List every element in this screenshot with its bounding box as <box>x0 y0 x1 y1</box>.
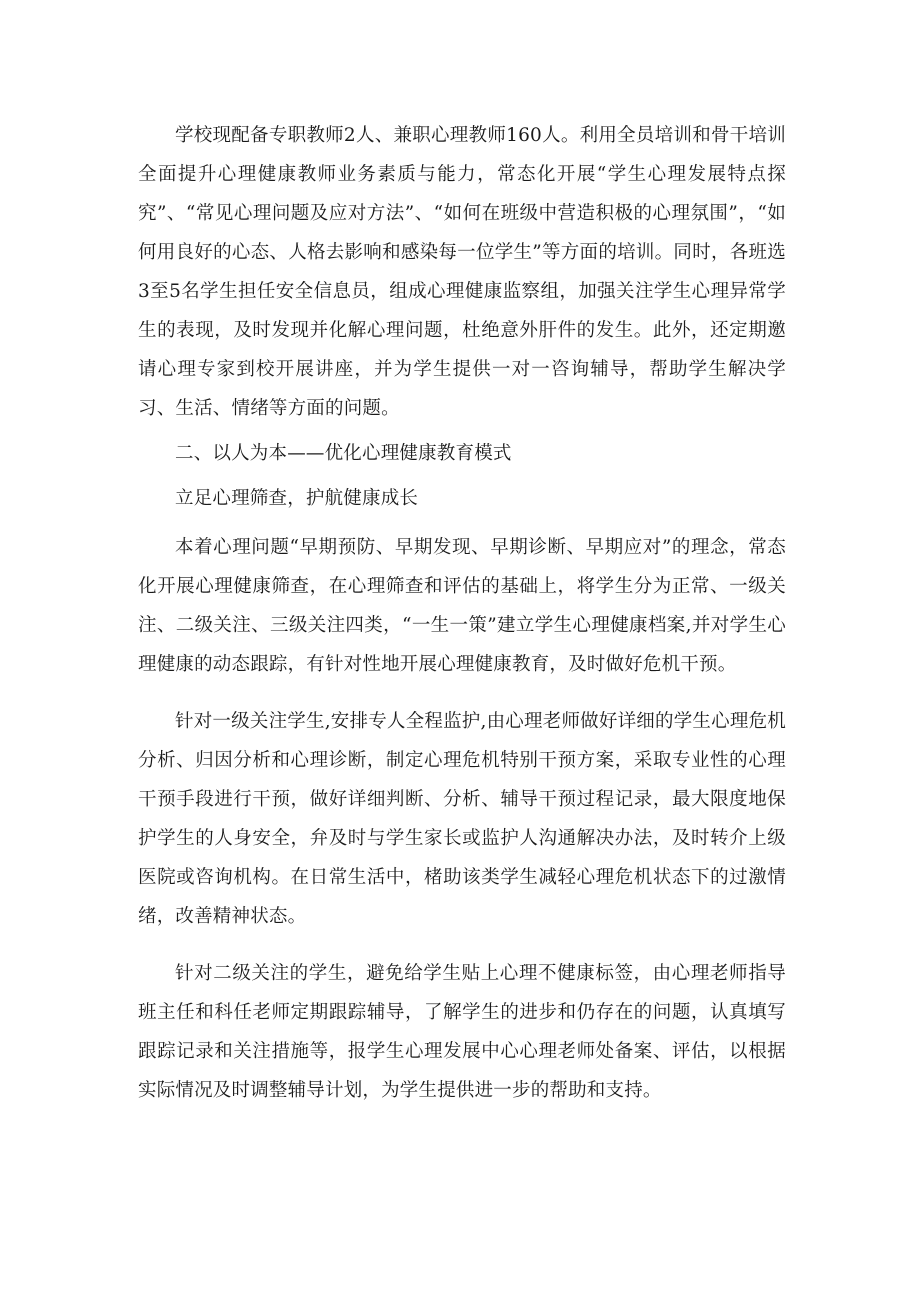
document-page <box>138 116 786 1110</box>
paragraph-level-one: 针对一级关注学生,安排专人全程监护,由心理老师做好详细的学生心理危机分析、归因分析和心理诊断，制定心理危机特别干预方案，采取专业性的心理干预手段进行干预，做好详细判断、分析、辅导干预过程记录，最大限度地保护学生的人身安全，弁及时与学生家长或监护人沟通解决办法，及时转介上级医院或咨询机构。在日常生活中，楮助该类学生减轻心理危机状态下的过激情绪，改善精神状态。 <box>138 711 786 927</box>
paragraph-level-two: 针对二级关注的学生，避免给学生贴上心理不健康标签，由心理老师指导班主任和科任老师定期跟踪辅导，了解学生的进步和仍存在的问题，认真填写跟踪记录和关注措施等，报学生心理发展中心心理老师处备案、评估，以根据实际情况及时调整辅导计划，为学生提供进一步的帮助和支持。 <box>138 963 786 1101</box>
paragraph-staffing-training: 学校现配备专职教师2人、兼职心理教师160人。利用全员培训和骨干培训全面提升心理健康教师业务素质与能力，常态化开展“学生心理发展特点探究”、“常见心理问题及应对方法”、“如何在班级中营造积极的心理氛围”，“如何用良好的心态、人格去影响和感染每一位学生”等方面的培训。同时，各班选3至5名学生担任安全信息员，组成心理健康监察组，加强关注学生心理异常学生的表现，及时发现并化解心理问题，杜绝意外肝件的发生。此外，还定期邀请心理专家到校开展讲座，并为学生提供一对一咨询辅导，帮助学生解决学习、生活、情绪等方面的问题。 <box>138 125 786 419</box>
paragraph-screening: 本着心理问题“早期预防、早期发现、早期诊断、早期应对”的理念，常态化开展心理健康筛查，在心理筛查和评估的基础上，将学生分为正常、一级关注、二级关注、三级关注四类，“一生一策”建立学生心理健康档案,并对学生心理健康的动态跟踪，有针对性地开展心理健康教育，及时做好危机干预。 <box>138 537 786 675</box>
subsection-heading: 立足心理筛查，护航健康成长 <box>175 488 419 509</box>
section-heading: 二、以人为本——优化心理健康教育模式 <box>175 443 512 464</box>
